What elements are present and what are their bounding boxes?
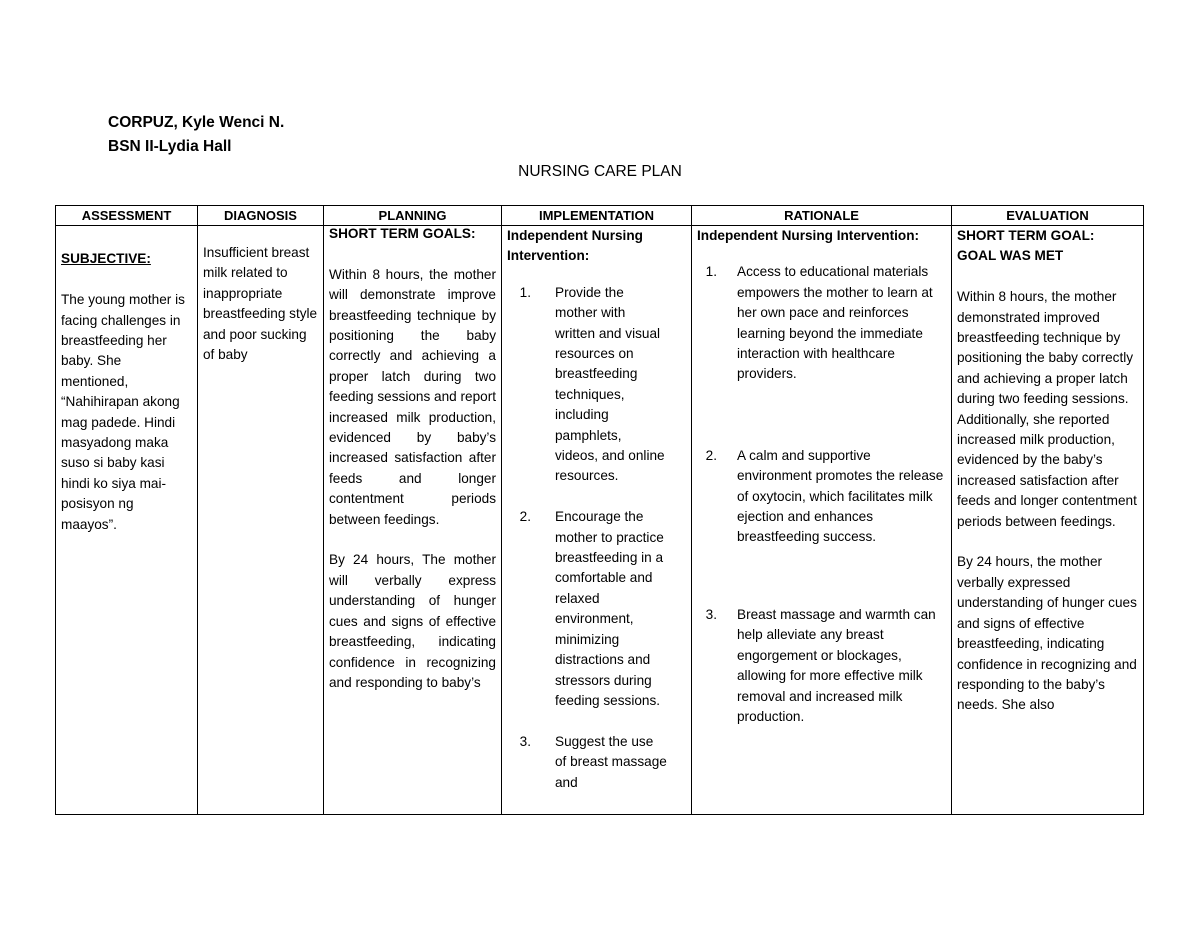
evaluation-heading-short-term: SHORT TERM GOAL: <box>957 228 1095 243</box>
list-item <box>697 446 946 548</box>
column-header-planning: PLANNING <box>324 206 502 226</box>
column-header-rationale: RATIONALE <box>692 206 952 226</box>
list-item-text: Breast massage and warmth can help alleviate any breast engorgement or blockages, allowing for more effective milk removal and increased milk production. <box>737 606 936 724</box>
list-item <box>697 605 946 727</box>
implementation-list <box>507 283 686 793</box>
author-name: CORPUZ, Kyle Wenci N. <box>108 114 285 131</box>
column-header-assessment: ASSESSMENT <box>56 206 198 226</box>
diagnosis-cell <box>198 226 324 815</box>
assessment-text: The young mother is facing challenges in breastfeeding her baby. She mentioned, “Nahihirapan akong mag padede. Hindi masyadong maka suso si baby kasi hindi ko siya mai-posisyon ng maayos”. <box>61 292 185 532</box>
list-item-number: 3. <box>705 606 717 622</box>
column-header-evaluation: EVALUATION <box>952 206 1144 226</box>
list-item-number: 3. <box>519 733 531 749</box>
table-row <box>56 226 1144 815</box>
list-item <box>697 262 946 384</box>
list-item-number: 2. <box>705 447 717 463</box>
list-item <box>507 507 686 711</box>
column-header-implementation: IMPLEMENTATION <box>502 206 692 226</box>
rationale-heading: Independent Nursing Intervention: <box>697 228 920 243</box>
table-header-row <box>56 206 1144 226</box>
list-item-text: Access to educational materials empowers the mother to learn at her own pace and reinforces learning beyond the immediate interaction with healthcare providers. <box>737 264 933 382</box>
column-header-diagnosis: DIAGNOSIS <box>198 206 324 226</box>
rationale-list <box>697 262 946 727</box>
list-item-text: A calm and supportive environment promotes the release of oxytocin, which facilitates milk ejection and enhances breastfeeding success. <box>737 447 944 545</box>
evaluation-text-24-hours: By 24 hours, the mother verbally expressed understanding of hunger cues and signs of effective breastfeeding, indicating confidence in recognizing and responding to the baby’s needs. She also <box>957 554 1137 713</box>
rationale-cell <box>692 226 952 815</box>
document-title: NURSING CARE PLAN <box>518 163 682 180</box>
list-item-number: 2. <box>519 509 531 525</box>
list-item <box>507 732 686 793</box>
implementation-heading: Independent Nursing Intervention: <box>507 228 643 264</box>
list-item-number: 1. <box>705 264 717 280</box>
class-section: BSN II-Lydia Hall <box>108 138 232 155</box>
list-item-number: 1. <box>519 284 531 300</box>
planning-goal-24-hours: By 24 hours, The mother will verbally express understanding of hunger cues and signs of effective breastfeeding, indicating confidence in recognizing and responding to baby’s <box>329 552 496 690</box>
evaluation-cell <box>952 226 1144 815</box>
list-item-text: Provide the mother with written and visual resources on breastfeeding techniques, including pamphlets, videos, and online resources. <box>555 284 665 484</box>
evaluation-text-8-hours: Within 8 hours, the mother demonstrated improved breastfeeding technique by positioning the baby correctly and achieving a proper latch during two feeding sessions. Additionally, she reported increased milk production, evidenced by the baby’s increased satisfaction after feeds and longer contentment periods between feedings. <box>957 289 1137 529</box>
assessment-cell <box>56 226 198 815</box>
planning-goal-8-hours: Within 8 hours, the mother will demonstrate improve breastfeeding technique by positioning the baby correctly and achieving a proper latch during two feeding sessions and report increased milk production, evidenced by baby’s increased satisfaction after feeds and longer contentment periods between feedings. <box>329 266 497 527</box>
diagnosis-text: Insufficient breast milk related to inappropriate breastfeeding style and poor sucking of baby <box>203 245 318 363</box>
evaluation-heading-goal-met: GOAL WAS MET <box>957 248 1064 264</box>
planning-cell <box>324 226 502 815</box>
list-item-text: Encourage the mother to practice breastfeeding in a comfortable and relaxed environment, minimizing distractions and stressors during feeding sessions. <box>555 509 664 708</box>
subjective-label: SUBJECTIVE: <box>61 251 151 267</box>
short-term-goals-heading: SHORT TERM GOALS: <box>329 226 476 241</box>
implementation-cell <box>502 226 692 815</box>
list-item <box>507 283 686 487</box>
nursing-care-plan-table <box>55 205 1144 815</box>
list-item-text: Suggest the use of breast massage and <box>555 733 667 790</box>
